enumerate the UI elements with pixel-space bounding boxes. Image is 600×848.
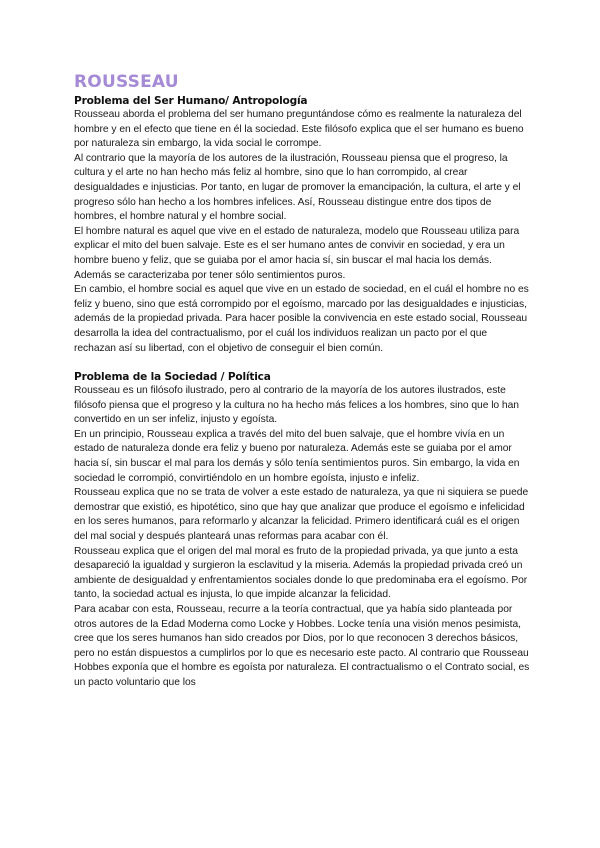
paragraph: Al contrario que la mayoría de los autores de la ilustración, Rousseau piensa que el progreso, la cultura y el arte no han hecho más feliz al hombre, sino que lo han corrompido, al crear desigualdades e injusticias. Por tanto, en lugar de promover la emancipación, la cultura, el arte y el progreso sólo han hecho a los hombres infelices. Así, Rousseau distingue entre dos tipos de hombres, el hombre natural y el hombre social.	[74, 152, 521, 223]
section-heading: Problema del Ser Humano/ Antropología	[74, 95, 308, 107]
paragraph: Para acabar con esta, Rousseau, recurre a la teoría contractual, que ya había sido planteada por otros autores de la Edad Moderna como Locke y Hobbes. Locke tenía una visión menos pesimista, cree que los seres humanos han sido creados por Dios, por lo que reconocen 3 derechos básicos, pero no están dispuestos a cumplirlos por lo que es necesario este pacto. Al contrario que Rousseau Hobbes exponía que el hombre es egoísta por naturaleza. El contractualismo o el Contrato social, es un pacto voluntario que los	[74, 604, 530, 688]
paragraph: El hombre natural es aquel que vive en el estado de naturaleza, modelo que Rousseau utiliza para explicar el mito del buen salvaje. Este es el ser humano antes de convivir en sociedad, y era un hombre bueno y feliz, que se guiaba por el amor hacia sí, sin buscar el mal hacia los demás. Además se caracterizaba por tener sólo sentimientos puros.	[74, 225, 520, 281]
section-anthropology	[74, 95, 530, 356]
section-politics	[74, 371, 530, 690]
paragraph: Rousseau aborda el problema del ser humano preguntándose cómo es realmente la naturaleza del hombre y en el efecto que tiene en él la sociedad. Este filósofo explica que el ser humano es bueno por naturaleza sin embargo, la vida social le corrompe.	[74, 109, 524, 150]
document-title: ROUSSEAU	[74, 72, 179, 92]
paragraph: En cambio, el hombre social es aquel que vive en un estado de sociedad, en el cuál el hombre no es feliz y bueno, sino que está corrompido por el egoísmo, marcado por las desigualdades e injusticias, además de la propiedad privada. Para hacer posible la convivencia en este estado social, Rousseau desarrolla la idea del contractualismo, por el cuál los individuos realizan un pacto por el que rechazan así su libertad, con el objetivo de conseguir el bien común.	[74, 284, 529, 354]
document-page	[74, 72, 530, 691]
paragraph: Rousseau explica que el origen del mal moral es fruto de la propiedad privada, ya que junto a esta desapareció la igualdad y surgieron la esclavitud y la miseria. Además la propiedad privada creó un ambiente de desigualdad y enfrentamientos sociales donde lo que predominaba era el egoísmo. Por tanto, la sociedad actual es injusta, lo que impide alcanzar la felicidad.	[74, 545, 528, 601]
paragraph: Rousseau es un filósofo ilustrado, pero al contrario de la mayoría de los autores ilustrados, este filósofo piensa que el progreso y la cultura no ha hecho más felices a los hombres, sino que lo han convertido en un ser infeliz, injusto y egoísta.	[74, 385, 519, 426]
section-heading: Problema de la Sociedad / Política	[74, 371, 271, 384]
paragraph: En un principio, Rousseau explica a través del mito del buen salvaje, que el hombre vivía en un estado de naturaleza donde era feliz y bueno por naturaleza. Además este se guiaba por el amor hacia sí, sin buscar el mal para los demás y sólo tenía sentimientos puros. Sin embargo, la vida en sociedad le corrompió, convirtiéndolo en un hombre egoísta, injusto e infeliz.	[74, 428, 520, 484]
paragraph: Rousseau explica que no se trata de volver a este estado de naturaleza, ya que ni siquiera se puede demostrar que existió, es hipotético, sino que hay que analizar que produce el egoísmo e infelicidad en los seres humanos, para reformarlo y alcanzar la felicidad. Primero identificará cuál es el origen del mal social y después planteará unas reformas para acabar con él.	[74, 487, 529, 543]
